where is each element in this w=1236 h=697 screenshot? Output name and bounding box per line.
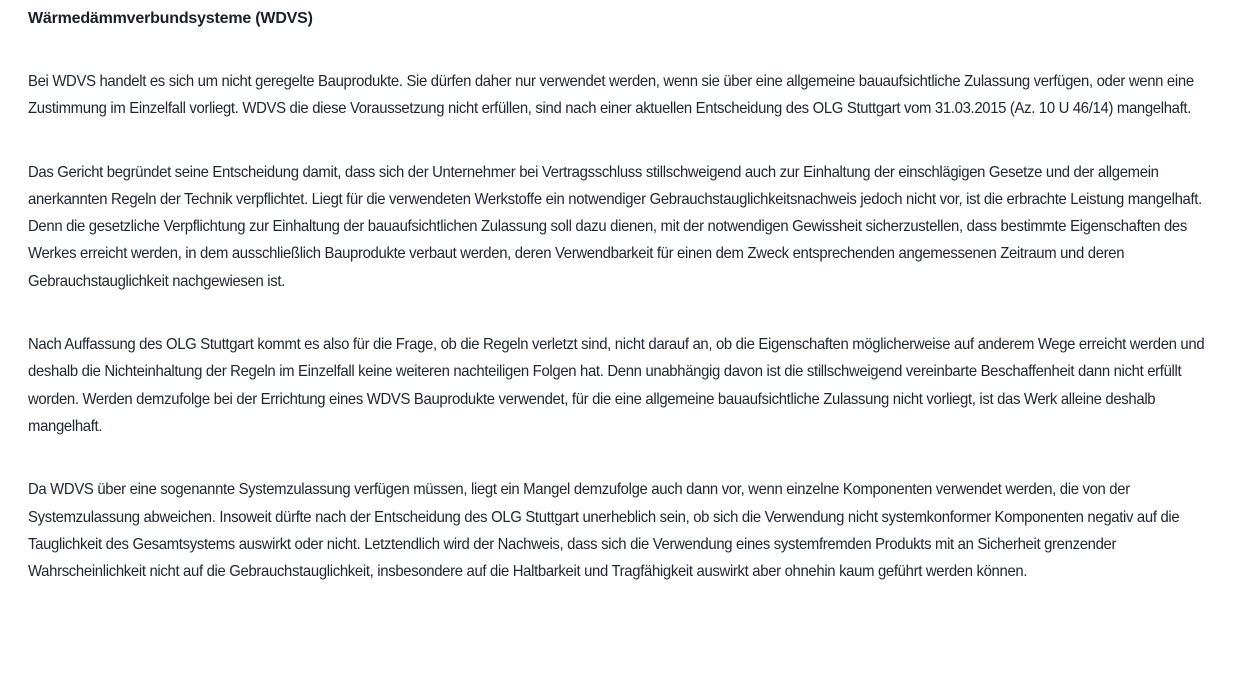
paragraph-zulassung: Bei WDVS handelt es sich um nicht geregelte Bauprodukte. Sie dürfen daher nur verwendet werden, wenn sie über eine allgemeine bauaufsichtliche Zulassung verfügen, oder wenn eine Zustimmung im Einzelfall vorliegt. WDVS die diese Voraussetzung nicht erfüllen, sind nach einer aktuellen Entscheidung des OLG Stuttgart vom 31.03.2015 (Az. 10 U 46/14) mangelhaft. bbox=[28, 73, 1194, 118]
article-title: Wärmedämmverbundsysteme (WDVS) bbox=[28, 10, 313, 27]
paragraph-auffassung: Nach Auffassung des OLG Stuttgart kommt es also für die Frage, ob die Regeln verletzt sind, nicht darauf an, ob die Eigenschaften möglicherweise auf anderem Wege erreicht werden und deshalb die Nichteinhaltung der Regeln im Einzelfall keine weiteren nachteiligen Folgen hat. Denn unabhängig davon ist die stillschweigend vereinbarte Beschaffenheit dann nicht erfüllt worden. Werden demzufolge bei der Errichtung eines WDVS Bauprodukte verwendet, für die eine allgemeine bauaufsichtliche Zulassung nicht vorliegt, ist das Werk alleine deshalb mangelhaft. bbox=[28, 336, 1205, 435]
paragraph-begruendung: Das Gericht begründet seine Entscheidung damit, dass sich der Unternehmer bei Vertragsschluss stillschweigend auch zur Einhaltung der einschlägigen Gesetze und der allgemein anerkannten Regeln der Technik verpflichtet. Liegt für die verwendeten Werkstoffe ein notwendiger Gebrauchstauglichkeitsnachweis jedoch nicht vor, ist die erbrachte Leistung mangelhaft. Denn die gesetzliche Verpflichtung zur Einhaltung der bauaufsichtlichen Zulassung soll dazu dienen, mit der notwendigen Gewissheit sicherzustellen, dass bestimmte Eigenschaften des Werkes erreicht werden, in dem ausschließlich Bauprodukte verbaut werden, deren Verwendbarkeit für einen dem Zweck entsprechenden angemessenen Zeitraum und deren Gebrauchstauglichkeit nachgewiesen ist. bbox=[28, 163, 1202, 290]
article bbox=[28, 6, 1218, 585]
paragraph-systemzulassung: Da WDVS über eine sogenannte Systemzulassung verfügen müssen, liegt ein Mangel demzufolge auch dann vor, wenn einzelne Komponenten verwendet werden, die von der Systemzulassung abweichen. Insoweit dürfte nach der Entscheidung des OLG Stuttgart unerheblich sein, ob sich die Verwendung nicht systemkonformer Komponenten negativ auf die Tauglichkeit des Gesamtsystems auswirkt oder nicht. Letztendlich wird der Nachweis, dass sich die Verwendung eines systemfremden Produkts mit an Sicherheit grenzender Wahrscheinlichkeit nicht auf die Gebrauchstauglichkeit, insbesondere auf die Haltbarkeit und Tragfähigkeit auswirkt aber ohnehin kaum geführt werden können. bbox=[28, 481, 1180, 581]
